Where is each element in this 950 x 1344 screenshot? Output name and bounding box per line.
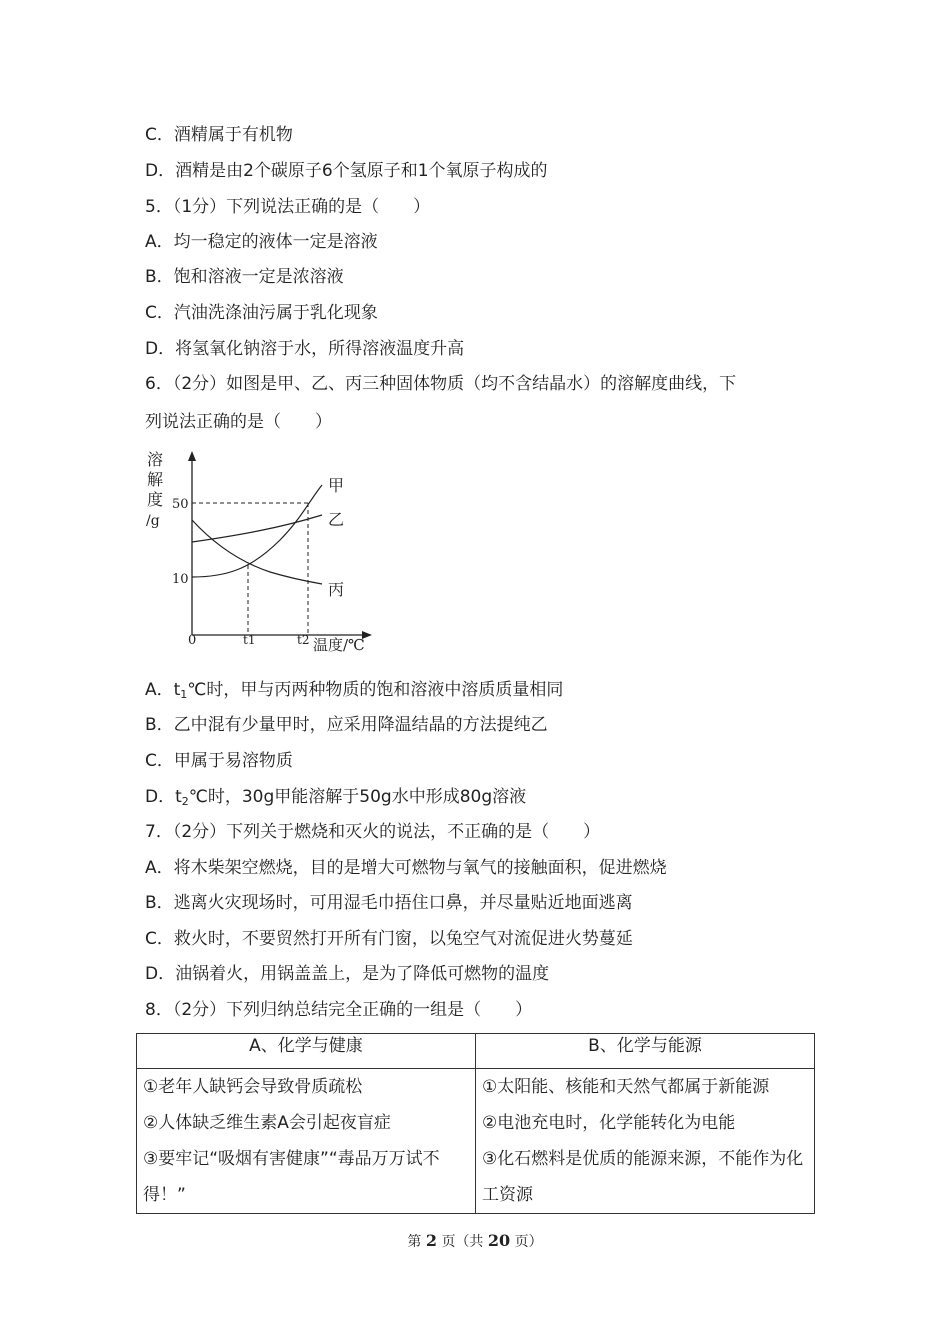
q7-option-a: A．将木柴架空燃烧，目的是增大可燃物与氧气的接触面积，促进燃烧 [145, 858, 667, 878]
q7-option-b: B．逃离火灾现场时，可用湿毛巾捂住口鼻，并尽量贴近地面逃离 [145, 893, 633, 913]
option-c-prev: C．酒精属于有机物 [145, 125, 293, 145]
q6-option-b: B．乙中混有少量甲时，应采用降温结晶的方法提纯乙 [145, 715, 548, 735]
legend-bing: 丙 [328, 580, 345, 599]
q8-a-item-2: ②人体缺乏维生素A会引起夜盲症 [143, 1113, 391, 1133]
ytick-50: 50 [172, 497, 189, 512]
xlabel: 温度/℃ [313, 636, 365, 654]
q5-option-c: C．汽油洗涤油污属于乳化现象 [145, 303, 378, 323]
ylabel-unit: /g [146, 513, 160, 529]
q6-option-d: D．$t_2℃$时，30g甲能溶解于50g水中形成80g溶液 [145, 787, 527, 808]
legend-yi: 乙 [328, 510, 345, 529]
q8-b-item-2: ②电池充电时，化学能转化为电能 [482, 1113, 736, 1133]
curve-yi [192, 515, 322, 542]
q8-b-item-3: ③化石燃料是优质的能源来源，不能作为化工资源 [482, 1149, 804, 1205]
ylabel-char-1: 溶 [147, 450, 164, 469]
q6-stem-line1: 6．（2分）如图是甲、乙、丙三种固体物质（均不含结晶水）的溶解度曲线，下 [145, 374, 737, 394]
q6-option-c: C．甲属于易溶物质 [145, 751, 293, 771]
q8-header-b: B、化学与能源 [476, 1034, 815, 1069]
ylabel-char-2: 解 [147, 470, 164, 489]
q8-a-item-1: ①老年人缺钙会导致骨质疏松 [143, 1077, 363, 1097]
q8-header-a: A、化学与健康 [137, 1034, 476, 1069]
ytick-10: 10 [172, 572, 189, 587]
q7-option-d: D．油锅着火，用锅盖盖上，是为了降低可燃物的温度 [145, 964, 550, 984]
page-footer: 第 2 页（共 20 页） [407, 1231, 543, 1250]
q8-cell-a [137, 1069, 476, 1214]
q8-a-item-3: ③要牢记“吸烟有害健康”“毒品万万试不得！” [143, 1149, 440, 1205]
q7-option-c: C．救火时，不要贸然打开所有门窗，以兔空气对流促进火势蔓延 [145, 929, 633, 949]
q8-b-item-1: ①太阳能、核能和天然气都属于新能源 [482, 1077, 770, 1097]
q8-cell-b [476, 1069, 815, 1214]
curve-bing [192, 520, 322, 584]
q8-stem: 8．（2分）下列归纳总结完全正确的一组是（ ） [145, 1000, 533, 1020]
legend-jia: 甲 [328, 476, 345, 495]
xtick-t2: t2 [297, 633, 310, 647]
y-axis-arrow [188, 451, 196, 461]
q5-stem: 5．（1分）下列说法正确的是（ ） [145, 197, 431, 217]
q5-option-b: B．饱和溶液一定是浓溶液 [145, 267, 344, 287]
q5-option-d: D．将氢氧化钠溶于水，所得溶液温度升高 [145, 339, 465, 359]
q6-option-a: A．$t_1℃$时，甲与丙两种物质的饱和溶液中溶质质量相同 [145, 680, 564, 701]
solubility-chart [140, 445, 380, 655]
q7-stem: 7．（2分）下列关于燃烧和灭火的说法，不正确的是（ ） [145, 822, 601, 842]
q6-stem-line2: 列说法正确的是（ ） [145, 412, 332, 432]
ylabel-char-3: 度 [147, 490, 164, 509]
xtick-t1: t1 [243, 633, 256, 647]
option-d-prev: D．酒精是由2个碳原子6个氢原子和1个氧原子构成的 [145, 161, 548, 181]
q8-table [136, 1033, 815, 1214]
q5-option-a: A．均一稳定的液体一定是溶液 [145, 232, 378, 252]
xtick-0: 0 [188, 633, 197, 648]
